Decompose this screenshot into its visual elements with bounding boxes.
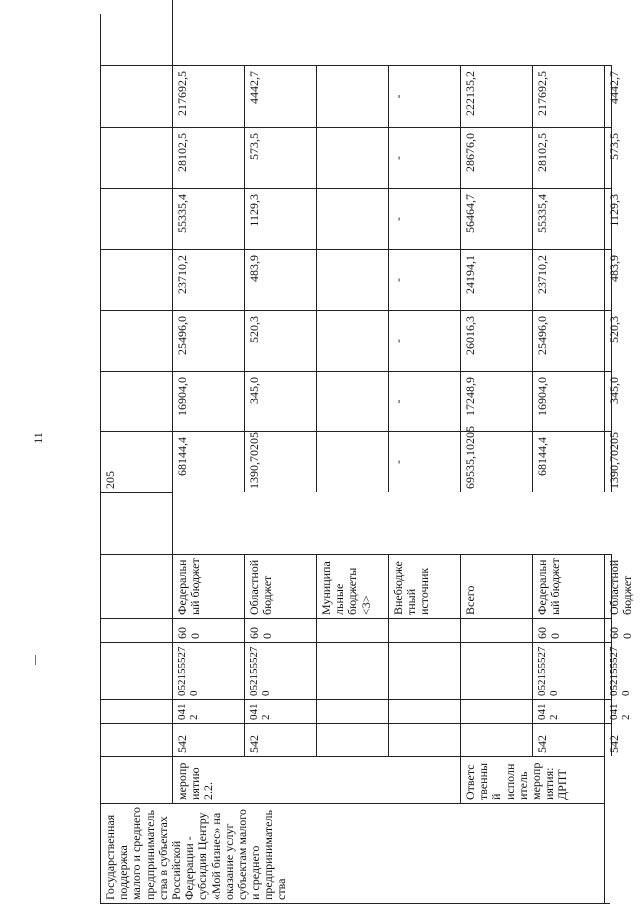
cell-value: 23710,2 [173, 249, 245, 310]
scan-mark [35, 655, 36, 665]
header-empty-cell [101, 127, 173, 188]
cell-vr [461, 618, 533, 642]
header-empty-cell [101, 723, 173, 756]
header-empty-cell [101, 371, 173, 431]
cell-value: 17248,9 [461, 371, 533, 431]
header-empty-cell [101, 249, 173, 310]
cell-value: 25496,0 [173, 310, 245, 371]
cell-value: 28102,5 [173, 127, 245, 188]
responsible-label-cell: Ответственный исполнитель мероприятия: ДРПТ [461, 756, 605, 803]
cell-value: 345,0 [605, 371, 612, 431]
cell-value [317, 65, 389, 127]
cell-vr: 600 [245, 618, 317, 642]
cell-value: - [389, 371, 461, 431]
measure-label-cell: мероприятию 2.2. [173, 756, 461, 803]
cell-grbs: 542 [533, 723, 605, 756]
cell-value: 573,5 [245, 127, 317, 188]
cell-vr: 600 [605, 618, 612, 642]
cell-value: 4442,7 [605, 65, 612, 127]
cell-value: 26016,3 [461, 310, 533, 371]
cell-rzpr: 0412 [533, 699, 605, 723]
cell-value: 1129,3 [245, 188, 317, 249]
cell-value: 520,3 [605, 310, 612, 371]
cell-value: - [389, 65, 461, 127]
cell-value: 573,5 [605, 127, 612, 188]
cell-csr: 0521555270 [245, 642, 317, 699]
cell-value: 56464,7 [461, 188, 533, 249]
cell-value: 520,3 [245, 310, 317, 371]
cell-source: Федеральный бюджет [533, 554, 605, 618]
cell-value: 1390,70205 [605, 431, 612, 492]
cell-value: 4442,7 [245, 65, 317, 127]
cell-value: 1129,3 [605, 188, 612, 249]
cell-value: 55335,4 [173, 188, 245, 249]
cell-value [317, 188, 389, 249]
cell-value: 68144,4 [533, 431, 605, 492]
cell-value: 1390,70205 [245, 431, 317, 492]
cell-value [317, 431, 389, 492]
cell-value: - [389, 431, 461, 492]
header-empty-cell [101, 310, 173, 371]
cell-grbs: 542 [173, 723, 245, 756]
cell-source: Областной бюджет [245, 554, 317, 618]
cell-source: Всего [461, 554, 533, 618]
cell-csr: 0521555270 [533, 642, 605, 699]
cell-value: - [389, 188, 461, 249]
cell-source: Внебюджетный источник [389, 554, 461, 618]
cell-value: 483,9 [245, 249, 317, 310]
cell-source: Федеральный бюджет [173, 554, 245, 618]
cell-value: 217692,5 [533, 65, 605, 127]
cell-value [317, 371, 389, 431]
header-empty-cell [101, 554, 173, 618]
cell-grbs [317, 723, 389, 756]
cell-value: 55335,4 [533, 188, 605, 249]
header-empty-cell [101, 0, 173, 65]
cell-value: 217692,5 [173, 65, 245, 127]
cell-value: 68144,4 [173, 431, 245, 492]
cell-grbs: 542 [245, 723, 317, 756]
cell-value: 28102,5 [533, 127, 605, 188]
cell-source: Областной бюджет [605, 554, 612, 618]
cell-grbs [389, 723, 461, 756]
cell-vr [389, 618, 461, 642]
cell-grbs: 542 [605, 723, 612, 756]
cell-value: 483,9 [605, 249, 612, 310]
header-205-cell: 205 [101, 431, 173, 492]
cell-value: 23710,2 [533, 249, 605, 310]
cell-csr [461, 642, 533, 699]
cell-value: - [389, 249, 461, 310]
cell-rzpr [461, 699, 533, 723]
header-empty-cell [101, 756, 173, 803]
header-empty-cell [101, 188, 173, 249]
cell-vr: 600 [173, 618, 245, 642]
cell-value: 25496,0 [533, 310, 605, 371]
cell-csr [317, 642, 389, 699]
cell-vr: 600 [533, 618, 605, 642]
cell-csr: 0521555270 [173, 642, 245, 699]
cell-value [317, 310, 389, 371]
cell-value [317, 127, 389, 188]
cell-value: 69535,10205 [461, 431, 533, 492]
page-number: 11 [31, 432, 45, 444]
budget-table [100, 14, 635, 904]
cell-vr [317, 618, 389, 642]
cell-value: 16904,0 [173, 371, 245, 431]
cell-value: 24194,1 [461, 249, 533, 310]
cell-rzpr: 0412 [245, 699, 317, 723]
cell-csr [389, 642, 461, 699]
cell-value [317, 249, 389, 310]
header-empty-cell [101, 618, 173, 642]
header-empty-cell [101, 492, 173, 554]
cell-value: 28676,0 [461, 127, 533, 188]
cell-value: - [389, 127, 461, 188]
cell-rzpr [317, 699, 389, 723]
cell-csr: 0521555270 [605, 642, 612, 699]
cell-rzpr [389, 699, 461, 723]
measure-name-cell: Государственная поддержка малого и среднего предпринимательства в субъектах Российской Федерации - субсидия Центру «Мой бизнес» на оказание услуг субъектам малого и среднего предпринимательства [101, 803, 605, 903]
cell-rzpr: 0412 [605, 699, 612, 723]
cell-source: Муниципальные бюджеты <3> [317, 554, 389, 618]
header-empty-cell [101, 642, 173, 699]
rotated-table-page [100, 14, 635, 904]
cell-value: 222135,2 [461, 65, 533, 127]
cell-value: - [389, 310, 461, 371]
cell-rzpr: 0412 [173, 699, 245, 723]
header-empty-cell [101, 699, 173, 723]
cell-value: 16904,0 [533, 371, 605, 431]
header-empty-cell [101, 65, 173, 127]
cell-value: 345,0 [245, 371, 317, 431]
cell-grbs [461, 723, 533, 756]
